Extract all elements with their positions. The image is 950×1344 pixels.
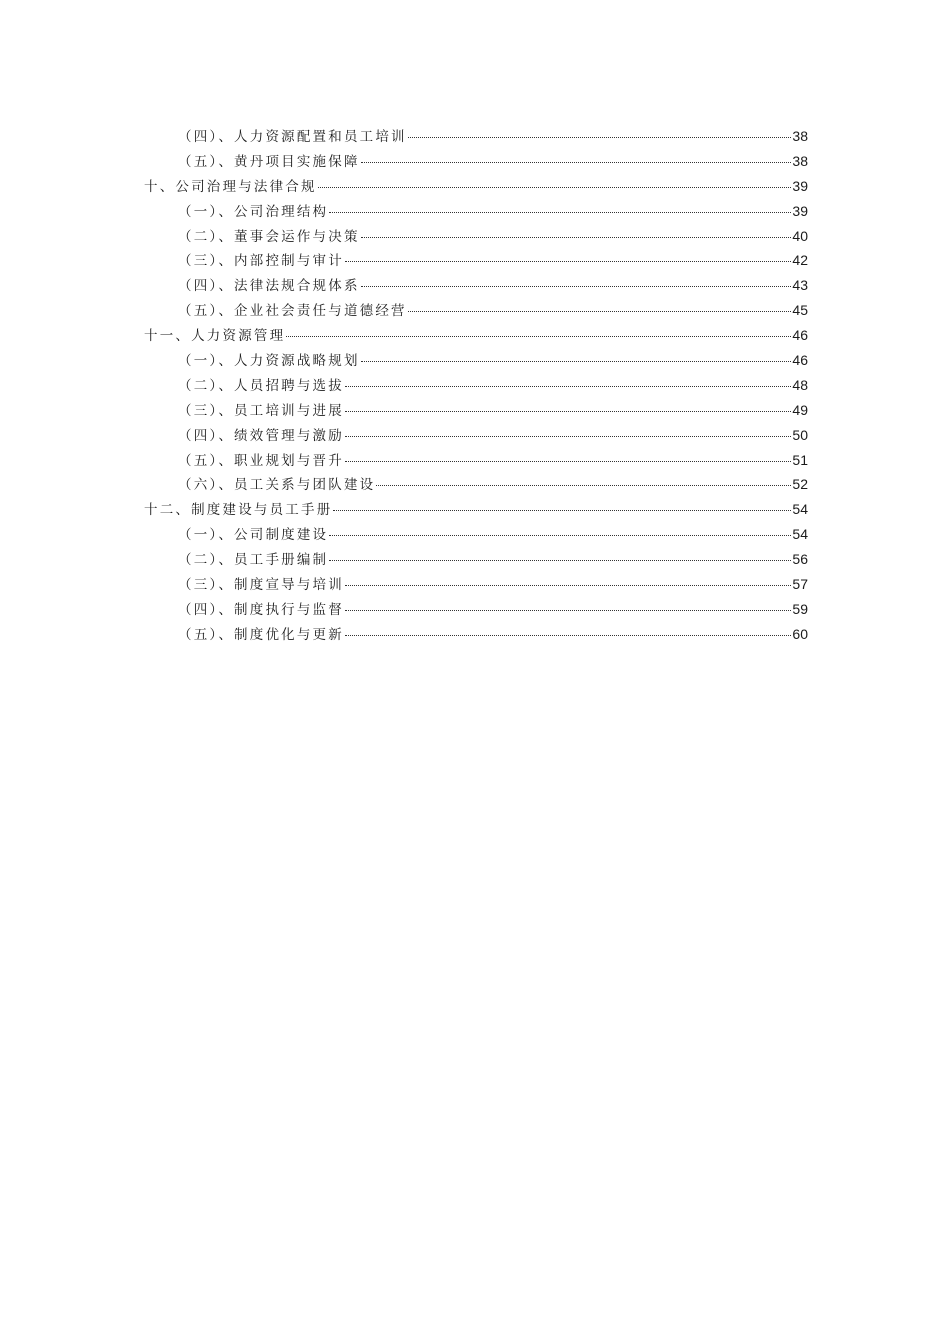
toc-entry-title: （六）、员工关系与团队建设 <box>178 477 376 494</box>
toc-entry[interactable] <box>144 522 808 547</box>
toc-page-number: 42 <box>792 252 808 269</box>
toc-entry-title: （一）、公司治理结构 <box>178 203 329 220</box>
toc-page-number: 52 <box>792 476 808 493</box>
toc-entry-title: （一）、人力资源战略规划 <box>178 353 360 370</box>
toc-entry-title: （四）、法律法规合规体系 <box>178 278 360 295</box>
toc-entry-title: （二）、员工手册编制 <box>178 552 329 569</box>
toc-entry[interactable] <box>144 149 808 174</box>
toc-page-number: 39 <box>792 202 808 219</box>
toc-page-number: 59 <box>792 600 808 617</box>
toc-entry[interactable] <box>144 448 808 473</box>
toc-page-number: 56 <box>792 551 808 568</box>
toc-dot-leader <box>345 635 791 636</box>
toc-dot-leader <box>408 137 792 138</box>
toc-dot-leader <box>318 187 792 188</box>
toc-entry-title: （三）、制度宣导与培训 <box>178 577 344 594</box>
toc-dot-leader <box>329 212 791 213</box>
toc-entry[interactable] <box>144 622 808 647</box>
toc-entry-title: （三）、内部控制与审计 <box>178 253 344 270</box>
toc-dot-leader <box>361 237 792 238</box>
toc-page-number: 40 <box>792 227 808 244</box>
toc-page-number: 49 <box>792 401 808 418</box>
toc-page-number: 57 <box>792 576 808 593</box>
toc-dot-leader <box>329 535 791 536</box>
toc-page-number: 60 <box>792 625 808 642</box>
toc-dot-leader <box>329 560 791 561</box>
toc-entry[interactable] <box>144 124 808 149</box>
toc-dot-leader <box>345 610 791 611</box>
toc-dot-leader <box>345 436 791 437</box>
toc-entry-title: （一）、公司制度建设 <box>178 527 329 544</box>
toc-entry-title: （五）、企业社会责任与道德经营 <box>178 303 407 320</box>
toc-entry[interactable] <box>144 472 808 497</box>
toc-page-number: 51 <box>792 451 808 468</box>
toc-dot-leader <box>408 311 792 312</box>
toc-entry[interactable] <box>144 273 808 298</box>
toc-dot-leader <box>333 510 791 511</box>
toc-page-number: 38 <box>792 128 808 144</box>
toc-entry-title: （四）、制度执行与监督 <box>178 601 344 618</box>
toc-entry-title: （五）、制度优化与更新 <box>178 626 344 643</box>
toc-page-number: 54 <box>792 526 808 543</box>
toc-chapter-entry[interactable] <box>144 497 808 522</box>
toc-entry-title: （四）、人力资源配置和员工培训 <box>178 129 407 145</box>
toc-dot-leader <box>345 386 791 387</box>
toc-chapter-entry[interactable] <box>144 174 808 199</box>
toc-entry[interactable] <box>144 224 808 249</box>
toc-entry[interactable] <box>144 373 808 398</box>
toc-chapter-title: 十、公司治理与法律合规 <box>144 178 317 195</box>
toc-page-number: 46 <box>792 327 808 344</box>
toc-dot-leader <box>376 485 791 486</box>
toc-dot-leader <box>361 361 792 362</box>
toc-page-number: 50 <box>792 426 808 443</box>
toc-entry[interactable] <box>144 348 808 373</box>
toc-entry-title: （二）、董事会运作与决策 <box>178 228 360 245</box>
toc-entry-title: （二）、人员招聘与选拔 <box>178 377 344 394</box>
toc-page-number: 45 <box>792 302 808 319</box>
toc-page-number: 43 <box>792 277 808 294</box>
toc-dot-leader <box>345 585 791 586</box>
toc-entry[interactable] <box>144 398 808 423</box>
toc-page-number: 38 <box>792 152 808 169</box>
toc-page-number: 39 <box>792 177 808 194</box>
toc-chapter-title: 十二、制度建设与员工手册 <box>144 502 333 519</box>
toc-dot-leader <box>345 411 791 412</box>
toc-entry[interactable] <box>144 248 808 273</box>
toc-entry[interactable] <box>144 597 808 622</box>
toc-dot-leader <box>361 286 792 287</box>
toc-entry-title: （五）、职业规划与晋升 <box>178 452 344 469</box>
toc-entry[interactable] <box>144 298 808 323</box>
toc-entry-title: （三）、员工培训与进展 <box>178 402 344 419</box>
toc-entry-title: （四）、绩效管理与激励 <box>178 427 344 444</box>
toc-chapter-title: 十一、人力资源管理 <box>144 328 286 345</box>
toc-page-number: 48 <box>792 376 808 393</box>
toc-entry[interactable] <box>144 199 808 224</box>
toc-chapter-entry[interactable] <box>144 323 808 348</box>
toc-entry[interactable] <box>144 572 808 597</box>
toc-dot-leader <box>345 261 791 262</box>
toc-dot-leader <box>345 461 791 462</box>
toc-entry-title: （五）、黄丹项目实施保障 <box>178 153 360 170</box>
toc-entry[interactable] <box>144 423 808 448</box>
toc-dot-leader <box>286 336 791 337</box>
toc-page-number: 46 <box>792 352 808 369</box>
table-of-contents <box>144 124 808 647</box>
toc-dot-leader <box>361 162 792 163</box>
toc-entry[interactable] <box>144 547 808 572</box>
toc-page-number: 54 <box>792 501 808 518</box>
